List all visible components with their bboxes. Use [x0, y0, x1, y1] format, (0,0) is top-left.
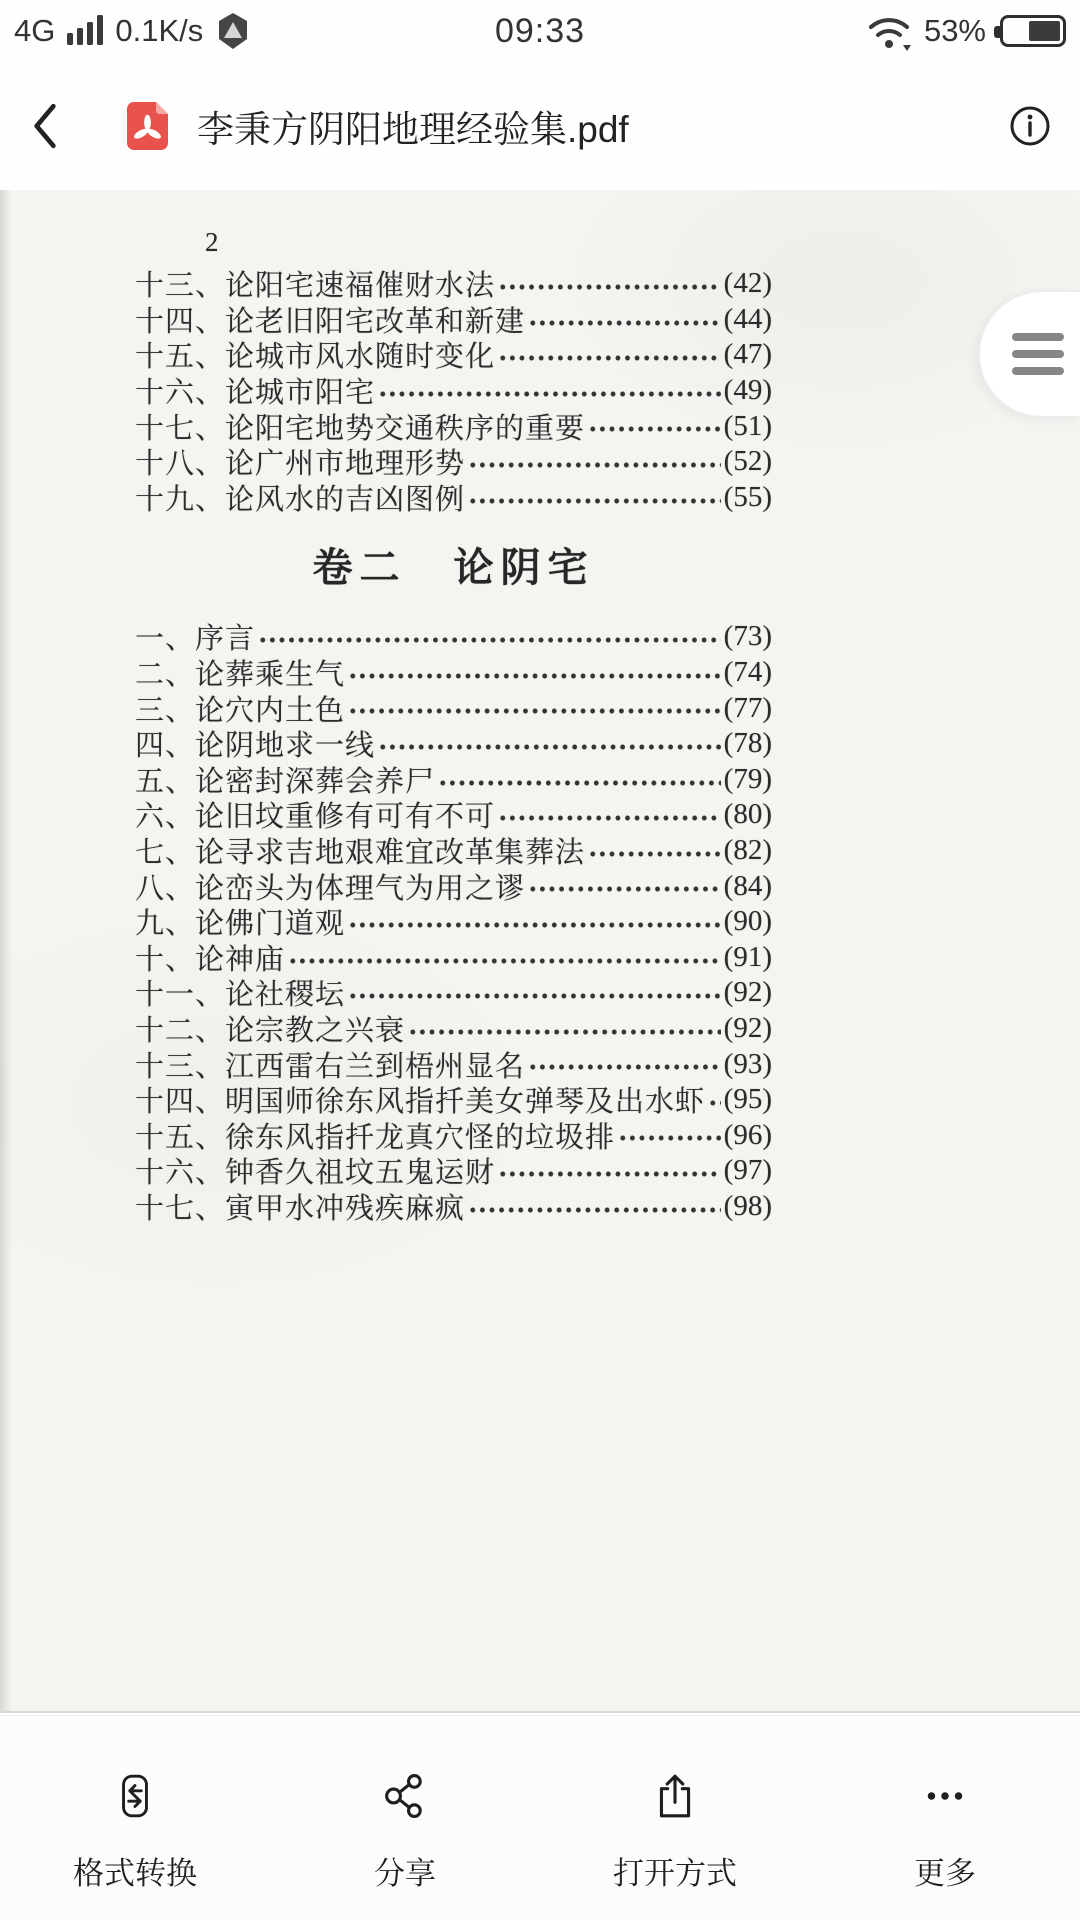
toc-entry-page: (77) — [723, 691, 772, 724]
toc-entry-title: 十二、论宗教之兴衰 — [135, 1014, 406, 1047]
toc-entry-page: (51) — [723, 409, 772, 442]
toc-entry — [135, 1189, 772, 1225]
share-icon — [377, 1768, 433, 1824]
toc-entry-title: 八、论峦头为体理气为用之谬 — [135, 872, 526, 905]
toc-entry-page: (55) — [723, 480, 772, 513]
toc-entry-title: 三、论穴内土色 — [135, 694, 346, 727]
toc-dot-leader — [528, 316, 721, 328]
toc-entry-page: (92) — [723, 976, 772, 1009]
battery-icon — [1000, 15, 1066, 47]
toc-dot-leader — [348, 670, 721, 682]
toc-entry-title: 十八、论广州市地理形势 — [135, 448, 466, 481]
toc-entry — [135, 302, 772, 338]
toc-dot-leader — [498, 281, 721, 293]
toc-entry-title: 十四、明国师徐东风指扦美女弹琴及出水虾 — [135, 1086, 706, 1119]
toc-dot-leader — [348, 919, 721, 931]
toc-entry — [135, 833, 772, 869]
toc-entry-title: 一、序言 — [135, 623, 256, 656]
toc-entry-page: (97) — [723, 1154, 772, 1187]
toc-entry — [135, 655, 772, 691]
toc-entry-title: 十五、徐东风指扦龙真穴怪的垃圾排 — [135, 1121, 616, 1154]
toc-dot-leader — [588, 423, 721, 435]
toc-entry-page: (93) — [723, 1047, 772, 1080]
toc-entry-title: 十六、论城市阳宅 — [135, 377, 376, 410]
toc-entry-page: (79) — [723, 762, 772, 795]
toc-dot-leader — [408, 1025, 721, 1037]
toc-entry — [135, 480, 772, 516]
toc-entry-page: (47) — [723, 338, 772, 371]
status-bar — [0, 0, 1080, 62]
battery-percent-label: 53% — [923, 13, 986, 48]
toc-entry-page: (49) — [723, 374, 772, 407]
toc-dot-leader — [348, 990, 721, 1002]
toc-entry — [135, 940, 772, 976]
toc-entry-title: 十四、论老旧阳宅改革和新建 — [135, 305, 526, 338]
toc-entry-page: (98) — [723, 1189, 772, 1222]
pdf-page-view[interactable] — [0, 190, 1080, 1713]
toc-dot-leader — [258, 634, 721, 646]
toc-entry-title: 十七、论阳宅地势交通秩序的重要 — [135, 412, 586, 445]
toc-entry-title: 七、论寻求吉地艰难宜改革集葬法 — [135, 837, 586, 870]
network-speed-label: 0.1K/s — [115, 13, 204, 48]
toc-dot-leader — [468, 494, 721, 506]
toc-entry — [135, 868, 772, 904]
toc-entry-title: 十五、论城市风水随时变化 — [135, 341, 496, 374]
toc-dot-leader — [498, 812, 721, 824]
app-header — [0, 62, 1080, 190]
toc-entry-title: 六、论旧坟重修有可有不可 — [135, 801, 496, 834]
back-button[interactable] — [28, 86, 98, 166]
toc-entry — [135, 762, 772, 798]
toc-entry-title: 五、论密封深葬会养尸 — [135, 765, 436, 798]
toc-entry — [135, 1117, 772, 1153]
toc-entry-page: (42) — [723, 267, 772, 300]
toc-entry-title: 二、论葬乘生气 — [135, 659, 346, 692]
toc-entry — [135, 337, 772, 373]
document-title: 李秉方阴阳地理经验集.pdf — [197, 109, 629, 150]
toc-dot-leader — [588, 848, 721, 860]
toc-entry — [135, 266, 772, 302]
toc-entry-title: 十、论神庙 — [135, 943, 286, 976]
toc-dot-leader — [468, 459, 721, 471]
toc-entry — [135, 1153, 772, 1189]
toc-dot-leader — [498, 1168, 721, 1180]
toc-entry — [135, 1082, 772, 1118]
toc-entry-page: (90) — [723, 905, 772, 938]
toc-dot-leader — [708, 1097, 721, 1109]
toc-dot-leader — [378, 741, 721, 753]
toc-dot-leader — [438, 776, 721, 788]
more-dots-icon — [917, 1768, 973, 1824]
toc-entry — [135, 408, 772, 444]
toc-entry-title: 十三、江西雷右兰到梧州显名 — [135, 1050, 526, 1083]
toc-entry-title: 十一、论社稷坛 — [135, 979, 346, 1012]
toc-entry-page: (52) — [723, 445, 772, 478]
toc-entry — [135, 797, 772, 833]
share-button[interactable] — [270, 1768, 540, 1920]
toc-entry — [135, 904, 772, 940]
toc-dot-leader — [288, 954, 721, 966]
toc-part-one — [135, 266, 772, 515]
network-type-label: 4G — [14, 13, 56, 48]
toc-dot-leader — [378, 388, 721, 400]
toc-entry — [135, 690, 772, 726]
toc-dot-leader — [348, 705, 721, 717]
section-heading: 卷二 论阴宅 — [312, 545, 595, 591]
toc-entry-page: (73) — [723, 620, 772, 653]
toc-entry-page: (82) — [723, 834, 772, 867]
pdf-file-icon — [124, 100, 171, 152]
open-with-label: 打开方式 — [613, 1856, 737, 1891]
toc-entry-title: 十三、论阳宅速福催财水法 — [135, 270, 496, 303]
format-convert-label: 格式转换 — [73, 1856, 197, 1891]
scan-page-number: 2 — [205, 227, 219, 257]
toc-entry — [135, 444, 772, 480]
toc-entry-page: (84) — [723, 869, 772, 902]
toc-entry-page: (91) — [723, 940, 772, 973]
bottom-toolbar — [0, 1715, 1080, 1920]
toc-dot-leader — [528, 1061, 721, 1073]
toc-entry — [135, 1011, 772, 1047]
toc-entry-page: (95) — [723, 1083, 772, 1116]
toc-entry — [135, 619, 772, 655]
clock-label: 09:33 — [494, 11, 586, 50]
toc-dot-leader — [528, 883, 721, 895]
toc-entry-title: 十六、钟香久祖坟五鬼运财 — [135, 1157, 496, 1190]
chevron-left-icon — [28, 101, 62, 151]
more-button[interactable] — [810, 1768, 1080, 1920]
share-label: 分享 — [374, 1856, 436, 1891]
toc-entry-title: 九、论佛门道观 — [135, 908, 346, 941]
toc-dot-leader — [468, 1203, 721, 1215]
toc-entry-page: (74) — [723, 656, 772, 689]
toc-entry-title: 四、论阴地求一线 — [135, 730, 376, 763]
toc-entry — [135, 373, 772, 409]
format-convert-icon — [107, 1768, 163, 1824]
toc-entry-page: (80) — [723, 798, 772, 831]
info-icon — [1008, 104, 1052, 148]
toc-entry — [135, 975, 772, 1011]
toc-dot-leader — [498, 352, 721, 364]
toc-entry — [135, 726, 772, 762]
toc-entry — [135, 1046, 772, 1082]
info-button[interactable] — [992, 91, 1052, 161]
format-convert-button[interactable] — [0, 1768, 270, 1920]
toc-entry-page: (92) — [723, 1011, 772, 1044]
toc-part-two — [135, 619, 772, 1224]
toc-entry-title: 十七、寅甲水冲残疾麻疯 — [135, 1192, 466, 1225]
toc-entry-title: 十九、论风水的吉凶图例 — [135, 483, 466, 516]
toc-entry-page: (96) — [723, 1118, 772, 1151]
toc-entry-page: (44) — [723, 302, 772, 335]
open-with-button[interactable] — [540, 1768, 810, 1920]
more-label: 更多 — [914, 1856, 976, 1891]
toc-dot-leader — [618, 1132, 721, 1144]
open-with-icon — [647, 1768, 703, 1824]
toc-entry-page: (78) — [723, 727, 772, 760]
